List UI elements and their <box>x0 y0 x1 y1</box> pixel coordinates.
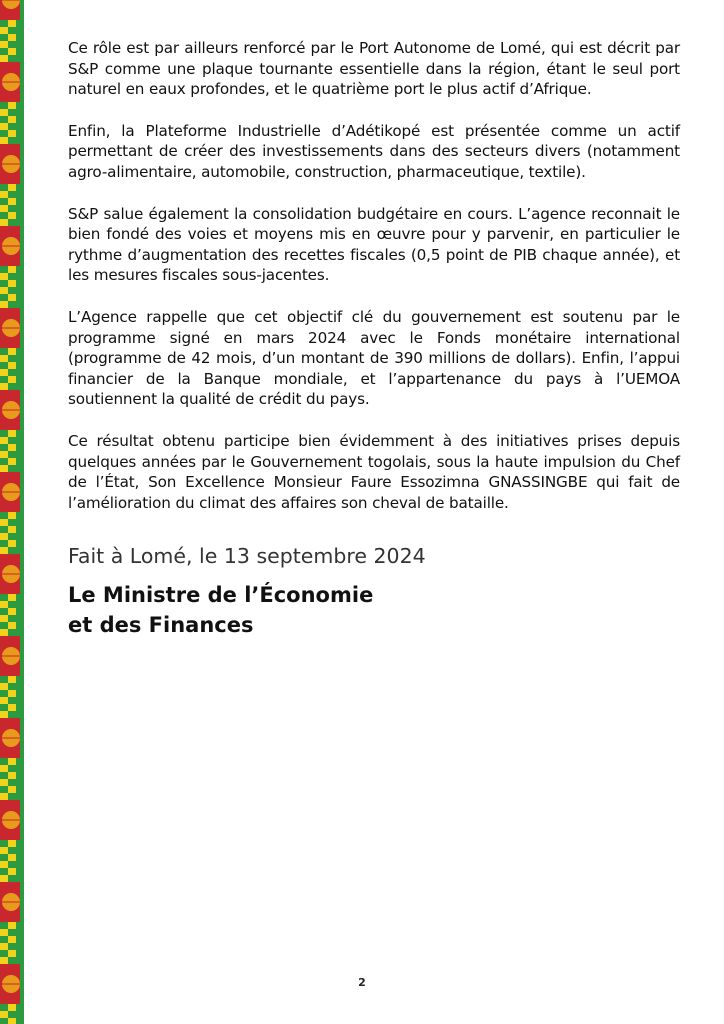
document-body <box>68 38 680 640</box>
paragraph-consolidation-budgetaire: S&P salue également la consolidation budgétaire en cours. L’agence reconnait le bien fondé des voies et moyens mis en œuvre pour y parvenir, en particulier le rythme d’augmentation des recettes fiscales (0,5 point de PIB chaque année), et les mesures fiscales sous-jacentes. <box>68 204 680 285</box>
kente-pattern-icon <box>0 0 24 1024</box>
signatory-line-2: et des Finances <box>68 613 254 638</box>
place-date: Fait à Lomé, le 13 septembre 2024 <box>68 544 426 569</box>
signatory-block <box>68 580 680 640</box>
paragraph-port-autonome: Ce rôle est par ailleurs renforcé par le Port Autonome de Lomé, qui est décrit par S&P comme une plaque tournante essentielle dans la région, étant le seul port naturel en eaux profondes, et le quatrième port le plus actif d’Afrique. <box>68 39 680 99</box>
paragraph-plateforme-industrielle: Enfin, la Plateforme Industrielle d’Adétikopé est présentée comme un actif permettant de créer des investissements dans des secteurs divers (notamment agro-alimentaire, automobile, construction, pharmaceutique, textile). <box>68 121 680 181</box>
page-number: 2 <box>358 976 366 989</box>
paragraph-resultat-gouvernement: Ce résultat obtenu participe bien évidemment à des initiatives prises depuis quelques années par le Gouvernement togolais, sous la haute impulsion du Chef de l’État, Son Excellence Monsieur Faure Essozimna GNASSINGBE qui fait de l’amélioration du climat des affaires son cheval de bataille. <box>68 431 680 512</box>
signatory-line-1: Le Ministre de l’Économie <box>68 583 374 608</box>
kente-pattern-border <box>0 0 24 1024</box>
paragraph-programme-fmi: L’Agence rappelle que cet objectif clé du gouvernement est soutenu par le programme signé en mars 2024 avec le Fonds monétaire international (programme de 42 mois, d’un montant de 390 millions de dollars). Enfin, l’appui financier de la Banque mondiale, et l’appartenance du pays à l’UEMOA soutiennent la qualité de crédit du pays. <box>68 307 680 409</box>
